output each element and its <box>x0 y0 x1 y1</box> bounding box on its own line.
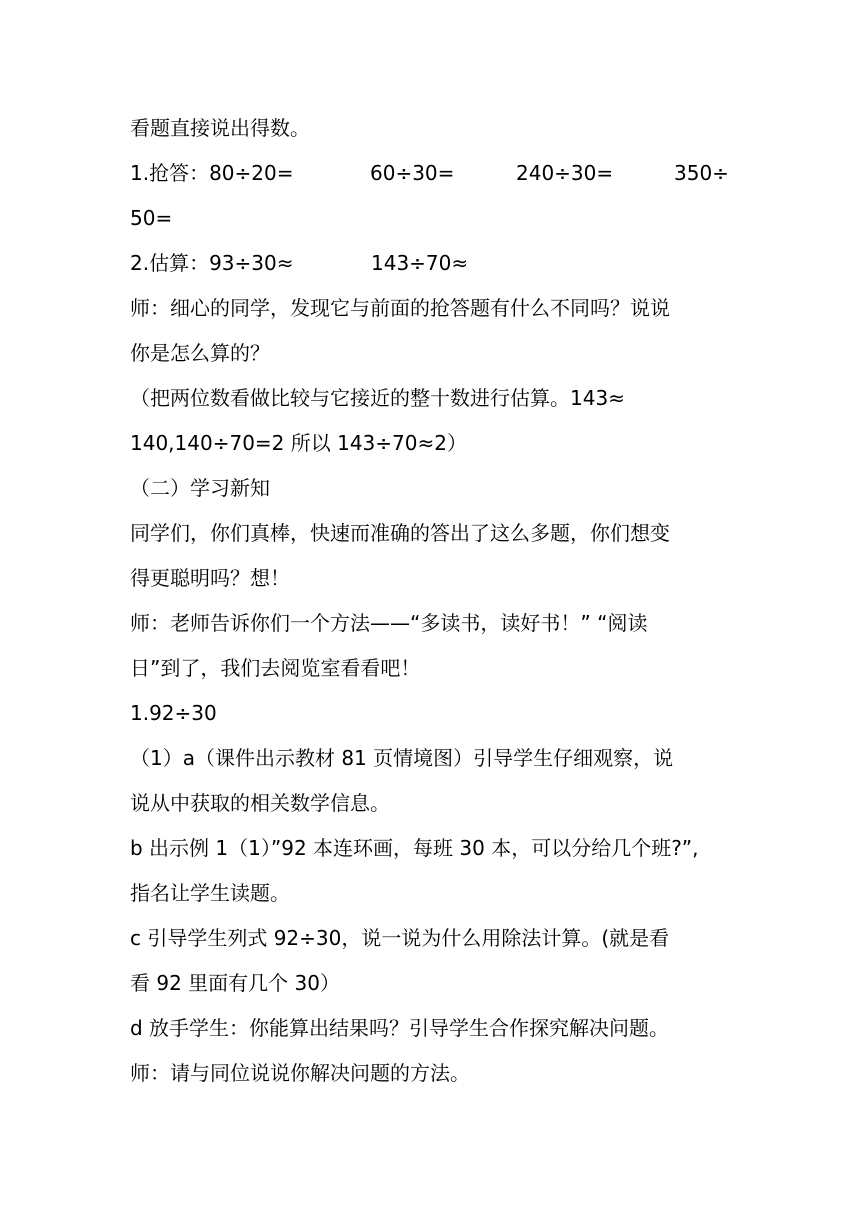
step-c-line-1: c 引导学生列式 92÷30，说一说为什么用除法计算。(就是看 <box>130 926 670 950</box>
step-a-line-2: 说从中获取的相关数学信息。 <box>130 791 390 815</box>
teacher-method-line-1: 师：老师告诉你们一个方法——“多读书，读好书！” “阅读 <box>130 611 648 635</box>
intro-line: 看题直接说出得数。 <box>130 116 310 140</box>
estimate-line <box>130 249 730 277</box>
quick-answer-continuation: 50= <box>130 206 173 230</box>
teacher-question-line-2: 你是怎么算的？ <box>130 341 270 365</box>
estimate-label: 2.估算：93÷30≈ <box>130 251 294 275</box>
step-b-line-1: b 出示例 1（1）”92 本连环画，每班 30 本，可以分给几个班?”, <box>130 836 699 860</box>
teacher-pair-line: 师：请与同位说说你解决问题的方法。 <box>130 1061 470 1085</box>
item-1-heading: 1.92÷30 <box>130 701 217 725</box>
estimate-b: 143÷70≈ <box>371 251 469 275</box>
quick-answer-label: 1.抢答：80÷20= <box>130 161 294 185</box>
teacher-question-line-1: 师：细心的同学，发现它与前面的抢答题有什么不同吗？说说 <box>130 296 670 320</box>
step-d-line: d 放手学生：你能算出结果吗？引导学生合作探究解决问题。 <box>130 1016 670 1040</box>
estimate-explanation-line-2: 140,140÷70=2 所以 143÷70≈2） <box>130 431 467 455</box>
quick-answer-line <box>130 159 730 187</box>
teacher-method-line-2: 日”到了，我们去阅览室看看吧！ <box>130 656 421 680</box>
step-c-line-2: 看 92 里面有几个 30） <box>130 971 340 995</box>
praise-line-1: 同学们，你们真棒，快速而准确的答出了这么多题，你们想变 <box>130 521 670 545</box>
step-b-line-2: 指名让学生读题。 <box>130 881 290 905</box>
quick-answer-b: 60÷30= <box>370 161 455 185</box>
step-a-line-1: （1）a（课件出示教材 81 页情境图）引导学生仔细观察，说 <box>130 746 674 770</box>
quick-answer-c: 240÷30= <box>516 161 614 185</box>
section-heading: （二）学习新知 <box>130 476 270 500</box>
estimate-explanation-line-1: （把两位数看做比较与它接近的整十数进行估算。143≈ <box>130 386 625 410</box>
praise-line-2: 得更聪明吗？想！ <box>130 566 290 590</box>
quick-answer-d: 350÷ <box>674 161 729 185</box>
